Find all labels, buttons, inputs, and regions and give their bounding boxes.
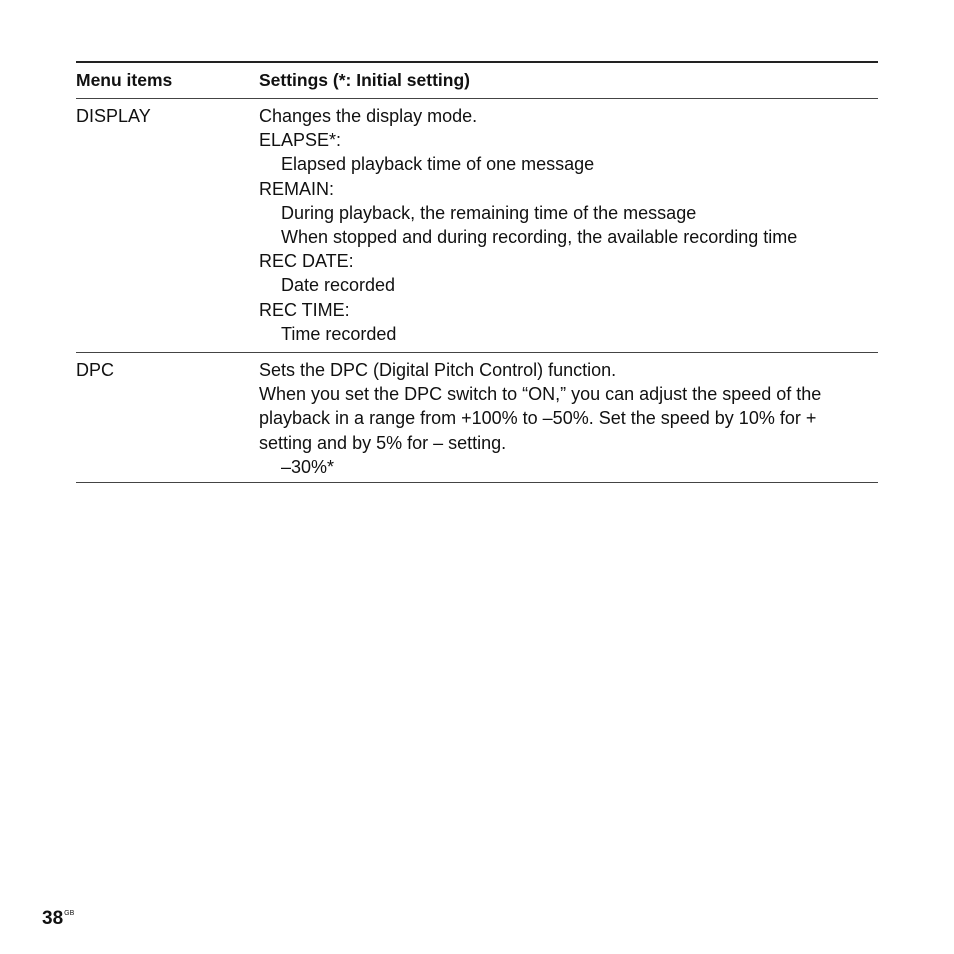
display-settings (259, 104, 878, 346)
option-remain-desc-1: During playback, the remaining time of the message (281, 202, 697, 223)
dpc-description: Sets the DPC (Digital Pitch Control) function. (259, 360, 617, 381)
option-remain: REMAIN: (259, 178, 335, 199)
menu-item-display: DISPLAY (76, 106, 151, 126)
header-menu-items: Menu items (76, 70, 173, 90)
display-description: Changes the display mode. (259, 106, 478, 126)
option-rec-time-desc: Time recorded (281, 323, 397, 344)
option-elapse-desc: Elapsed playback time of one message (281, 154, 595, 175)
dpc-initial-value: –30%* (281, 456, 335, 477)
option-rec-date: REC DATE: (259, 251, 354, 272)
dpc-text-3: setting and by 5% for – setting. (259, 432, 507, 453)
header-settings: Settings (*: Initial setting) (259, 70, 470, 90)
table-header (76, 63, 878, 99)
option-elapse: ELAPSE*: (259, 130, 342, 151)
page-number-value: 38 (42, 908, 64, 929)
option-rec-time: REC TIME: (259, 299, 350, 320)
menu-item-dpc: DPC (76, 360, 115, 381)
page-number (42, 908, 74, 930)
table-row-display (76, 99, 878, 353)
table-row-dpc (76, 353, 878, 483)
dpc-settings (259, 358, 878, 479)
settings-table (76, 61, 878, 483)
dpc-text-2: playback in a range from +100% to –50%. Set the speed by 10% for + (259, 408, 817, 429)
page-region-suffix: GB (64, 910, 75, 917)
option-rec-date-desc: Date recorded (281, 275, 396, 296)
option-remain-desc-2: When stopped and during recording, the available recording time (281, 227, 798, 248)
dpc-text-1: When you set the DPC switch to “ON,” you can adjust the speed of the (259, 384, 822, 405)
